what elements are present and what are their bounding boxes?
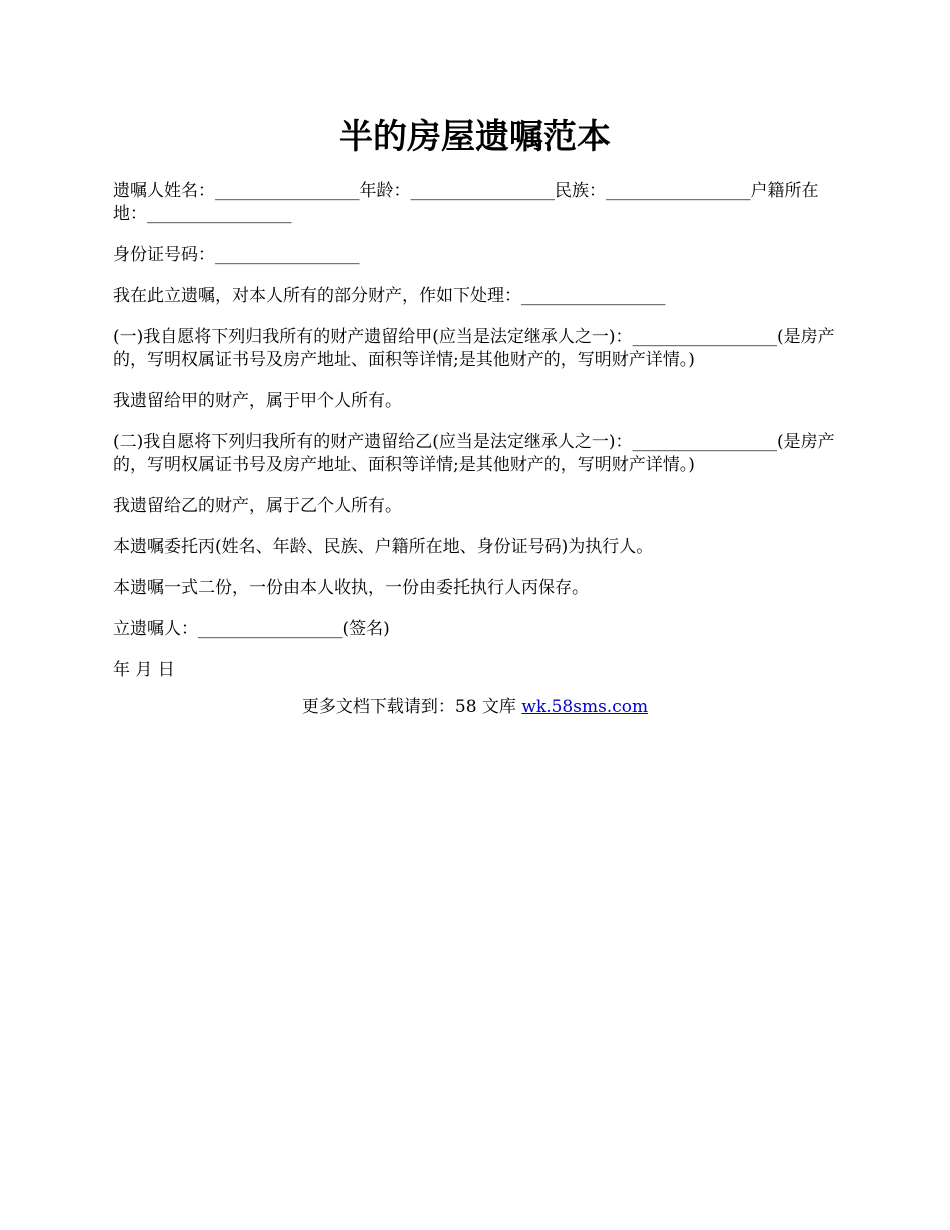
date-line: 年 月 日 [113, 660, 175, 680]
website-link[interactable]: wk.58sms.com [521, 697, 649, 717]
ownership-b-paragraph: 我遗留给乙的财产，属于乙个人所有。 [113, 496, 402, 516]
ownership-a-paragraph: 我遗留给甲的财产，属于甲个人所有。 [113, 391, 402, 411]
executor-paragraph: 本遗嘱委托丙(姓名、年龄、民族、户籍所在地、身份证号码)为执行人。 [113, 537, 654, 557]
id-number-paragraph: 身份证号码：_________________ [113, 245, 360, 265]
testator-info-paragraph: 遗嘱人姓名：_________________年龄：_________________民族：_________________户籍所在地：_________________ [113, 181, 819, 224]
bequest-b-paragraph: (二)我自愿将下列归我所有的财产遗留给乙(应当是法定继承人之一)：_________________(是房产的，写明权属证书号及房产地址、面积等详情;是其他财产的，写明财产详情。) [113, 432, 835, 475]
copies-paragraph: 本遗嘱一式二份，一份由本人收执，一份由委托执行人丙保存。 [113, 578, 589, 598]
bequest-a-paragraph: (一)我自愿将下列归我所有的财产遗留给甲(应当是法定继承人之一)：_________________(是房产的，写明权属证书号及房产地址、面积等详情;是其他财产的，写明财产详情。) [113, 327, 835, 370]
document-body [113, 180, 843, 700]
document-title: 半的房屋遗嘱范本 [339, 117, 611, 157]
will-intro-paragraph: 我在此立遗嘱，对本人所有的部分财产，作如下处理：_________________ [113, 286, 666, 306]
download-footer [0, 696, 950, 719]
footer-text: 更多文档下载请到：58 文库 [301, 697, 522, 717]
signature-line: 立遗嘱人：_________________(签名) [113, 619, 390, 639]
